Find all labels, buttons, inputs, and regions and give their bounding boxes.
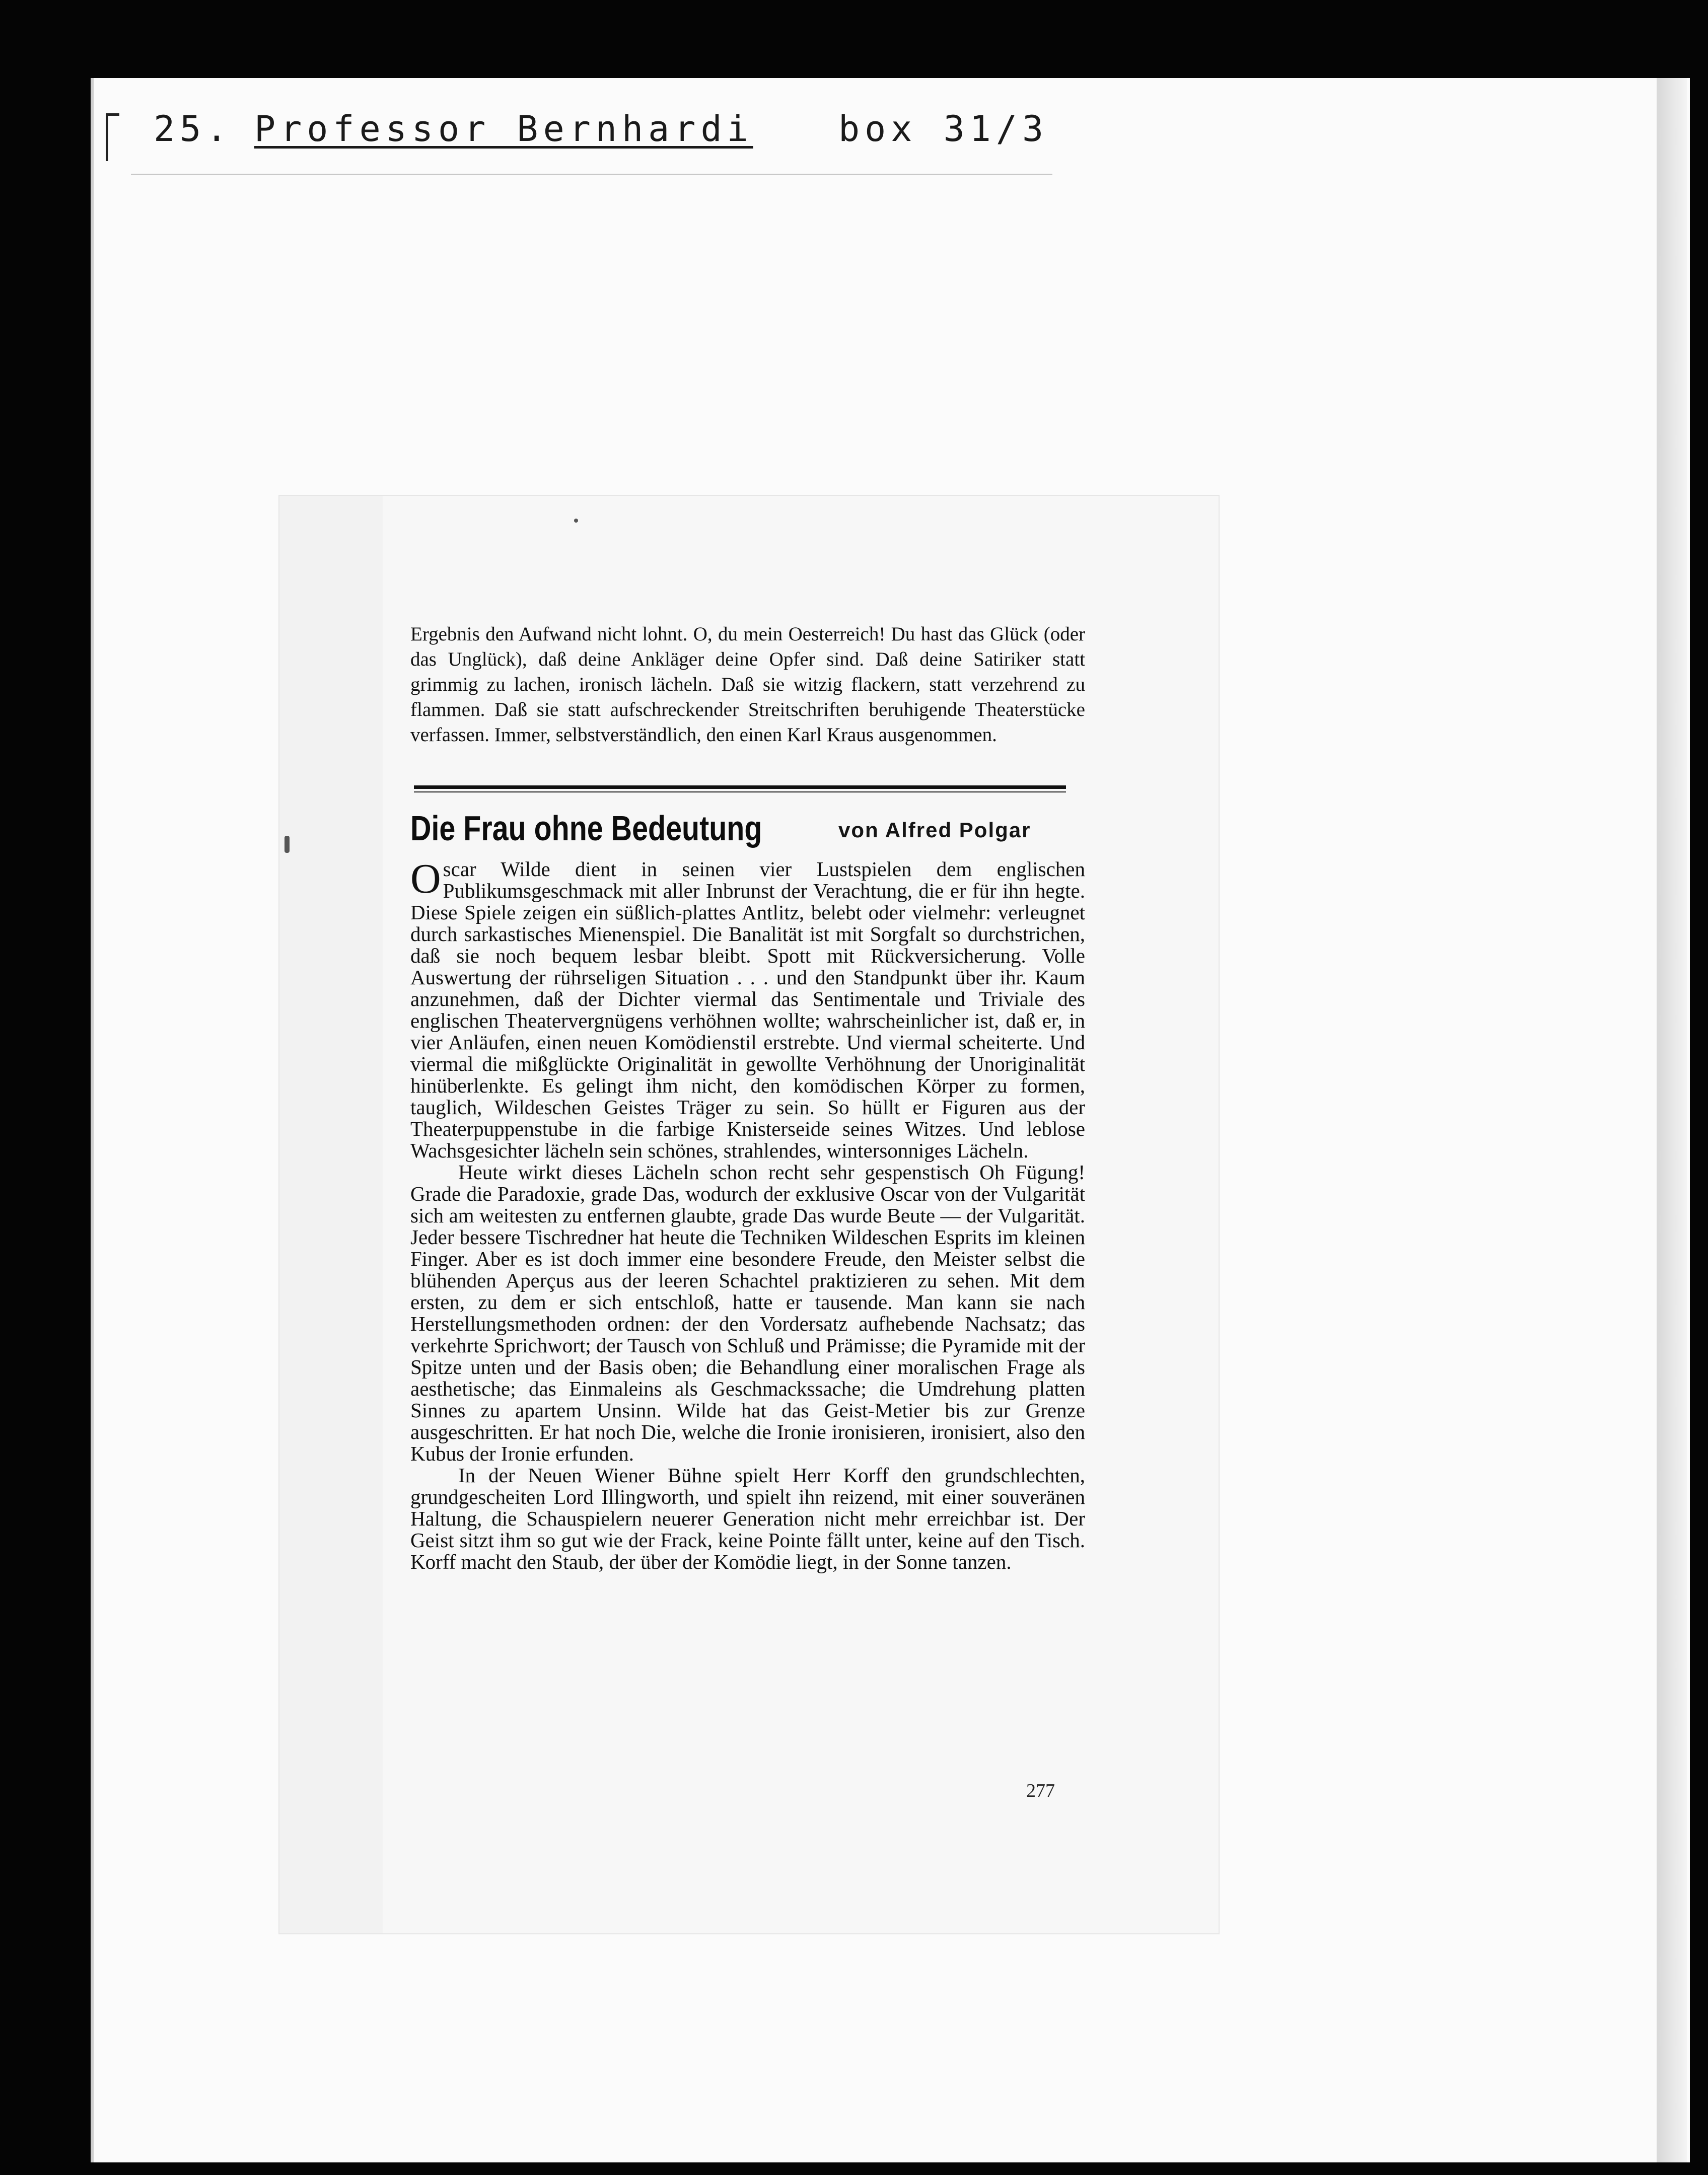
page-number: 277 (1026, 1780, 1055, 1801)
article-paragraph: In der Neuen Wiener Bühne spielt Herr Korff den grundschlechten, grundgescheiten Lord Illingworth, und spielt ihn reizend, mit einer souveränen Haltung, die Schauspielern neuerer Generation nicht mehr erreichbar ist. Der Geist sitzt ihm so gut wie der Frack, keine Pointe fällt unter, keine auf den Tisch. Korff macht den Staub, der über der Komödie liegt, in der Sonne tanzen. (410, 1464, 1085, 1573)
article-title: Die Frau ohne Bedeutung (410, 809, 762, 848)
intro-text: Ergebnis den Aufwand nicht lohnt. O, du mein Oesterreich! Du hast das Glück (oder das Unglück), daß deine Ankläger deine Opfer sind. Daß deine Satiriker statt grimmig zu lachen, ironisch lächeln. Daß sie witzig flackern, statt verzehrend zu flammen. Daß sie statt aufschreckender Streitschriften beruhigende Theaterstücke verfassen. Immer, selbstverständlich, den einen Karl Kraus ausgenommen. (410, 623, 1085, 746)
scan-speck (284, 836, 290, 853)
folder-title: Professor Bernhardi (254, 108, 753, 150)
article-body (410, 855, 1085, 1573)
corner-mark (106, 113, 119, 161)
folder-number: 25. (154, 108, 233, 150)
sheet-edge (1657, 78, 1687, 2162)
article-paragraph: Heute wirkt dieses Lächeln schon recht sehr gespenstisch Oh Fügung! Grade die Paradoxie, grade Das, wodurch der exklusive Oscar von der Vulgarität sich am weitesten zu entfernen glaubte, grade Das wurde Beute — der Vulgarität. Jeder bessere Tischredner hat heute die Techniken Wildeschen Esprits im kleinen Finger. Aber es ist doch immer eine besondere Freude, den Meister selbst die blühenden Aperçus aus der leeren Schachtel praktizieren zu sehen. Mit dem ersten, zu dem er sich entschloß, hatte er tausende. Man kann sie nach Herstellungsmethoden ordnen: der den Vordersatz aufhebende Nachsatz; das verkehrte Sprichwort; der Tausch von Schluß und Prämisse; die Pyramide mit der Spitze unten und der Basis oben; die Behandlung einer moralischen Frage als aesthetische; das Einmaleins als Geschmackssache; die Umdrehung platten Sinnes zu apartem Unsinn. Wilde hat das Geist-Metier bis zur Grenze ausgeschritten. Er hat noch Die, welche die Ironie ironisieren, ironisiert, also den Kubus der Ironie erfunden. (410, 1161, 1085, 1465)
article-paragraph: Oscar Wilde dient in seinen vier Lustspielen dem englischen Publikumsgeschmack mit aller Inbrunst der Verachtung, die er für ihn hegte. Diese Spiele zeigen ein süßlich-plattes Antlitz, belebt oder vielmehr: verleugnet durch sarkastisches Mienenspiel. Die Banalität ist mit Sorgfalt so durchstrichen, daß sie noch bequem lesbar bleibt. Spott mit Rückversicherung. Volle Auswertung der rührseligen Situation . . . und den Standpunkt über ihr. Kaum anzunehmen, daß der Dichter viermal das Sentimentale und Triviale des englischen Theatervergnügens verhöhnen wollte; wahrscheinlicher ist, daß er, in vier Anläufen, einen neuen Komödienstil erstrebte. Und viermal scheiterte. Und viermal die mißglückte Originalität in gewollte Verhöhnung der Unoriginalität hinüberlenkte. Es gelingt ihm nicht, den komödischen Körper zu formen, tauglich, Wildeschen Geistes Träger zu sein. So hüllt er Figuren aus der Theaterpuppenstube in die farbige Knisterseide seines Witzes. Und leblose Wachsgesichter lächeln sein schönes, strahlendes, wintersonniges Lächeln. (410, 855, 1085, 1162)
scan-speck (574, 519, 578, 523)
header-divider (131, 174, 1052, 175)
section-rule-thin (414, 791, 1066, 792)
article-byline: von Alfred Polgar (838, 818, 1031, 842)
intro-paragraph (410, 622, 1085, 748)
section-rule (414, 785, 1066, 789)
box-label: box 31/3 (838, 108, 1049, 150)
